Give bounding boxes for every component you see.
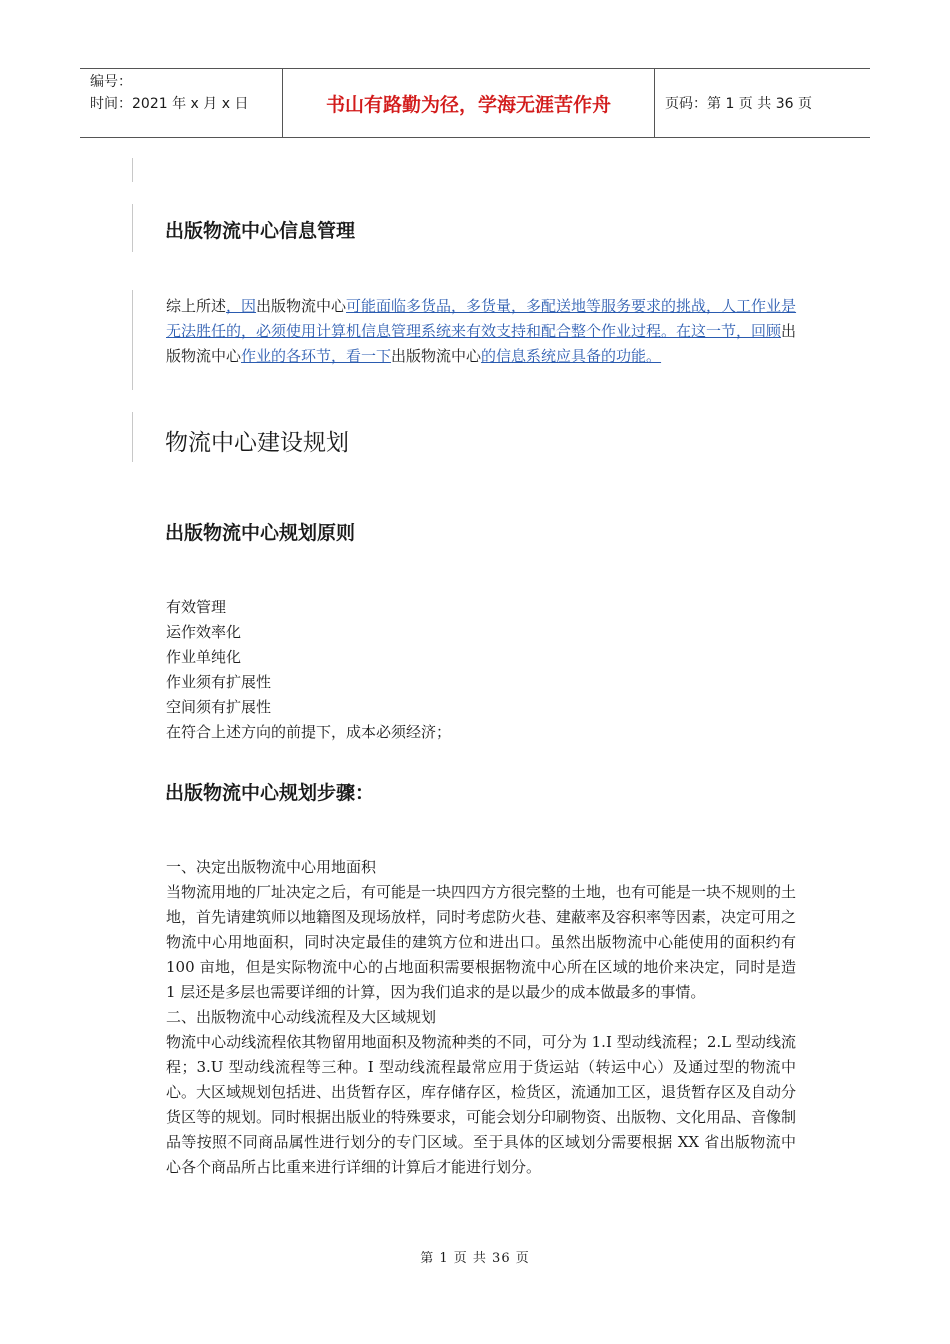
intro-link[interactable]: 可能面临多货品，多货量，多配送地等服务要求的挑战，人工作业是无法胜任的，必须使用计算机信息管理系统来有效支持和配合整个作业过程。在这一节，回顾 <box>166 297 797 340</box>
section-marker-bar <box>132 412 133 462</box>
header-meta <box>80 69 282 137</box>
step2-body: 物流中心动线流程依其物留用地面积及物流种类的不同，可分为 1.I 型动线流程；2.L 型动线流程；3.U 型动线流程等三种。I 型动线流程最常应用于货运站（转运中心）及通过型的物流中心。大区域规划包括进、出货暂存区，库存储存区，检货区，流通加工区，退货暂存区及自动分货区等的规划。同时根据出版业的特殊要求，可能会划分印刷物资、出版物、文化用品、音像制品等按照不同商品属性进行划分的专门区域。至于具体的区域划分需要根据 XX 省出版物流中心各个商品所占比重来进行详细的计算后才能进行划分。 <box>166 1033 797 1176</box>
intro-text: 出版物流中心 <box>166 322 797 365</box>
heading-principles: 出版物流中心规划原则 <box>165 522 356 544</box>
step1-body: 当物流用地的厂址决定之后，有可能是一块四四方方很完整的土地，也有可能是一块不规则的土地，首先请建筑师以地籍图及现场放样，同时考虑防火巷、建蔽率及容积率等因素，决定可用之物流中心用地面积，同时决定最佳的建筑方位和进出口。虽然出版物流中心能使用的面积约有 100 亩地，但是实际物流中心的占地面积需要根据物流中心所在区域的地价来决定，同时是造 1 层还是多层也需要详细的计算，因为我们追求的是以最少的成本做最多的事情。 <box>166 883 797 1001</box>
intro-link[interactable]: 作业的各环节，看一下 <box>241 347 392 365</box>
heading-construction-plan: 物流中心建设规划 <box>165 430 349 456</box>
document-header <box>80 68 870 138</box>
list-item: 运作效率化 <box>166 623 242 641</box>
intro-text: 综上所述 <box>166 297 227 315</box>
intro-paragraph <box>166 294 806 369</box>
step2-heading: 二、出版物流中心动线流程及大区域规划 <box>166 1008 437 1026</box>
intro-text: 出版物流中心 <box>391 347 482 365</box>
list-item: 作业单纯化 <box>166 648 242 666</box>
page-footer: 第 1 页 共 36 页 <box>420 1251 530 1266</box>
header-page-label: 页码：第 1 页 共 36 页 <box>665 96 812 112</box>
section-marker-bar <box>132 290 133 390</box>
steps-body <box>166 855 796 1180</box>
heading-steps: 出版物流中心规划步骤： <box>165 782 375 804</box>
list-item: 在符合上述方向的前提下，成本必须经济； <box>166 723 452 741</box>
section-marker-bar <box>132 204 133 252</box>
list-item: 作业须有扩展性 <box>166 673 272 691</box>
list-item: 有效管理 <box>166 598 227 616</box>
header-motto: 书山有路勤为径，学海无涯苦作舟 <box>282 69 655 137</box>
heading-info-management: 出版物流中心信息管理 <box>165 220 356 242</box>
step1-heading: 一、决定出版物流中心用地面积 <box>166 858 377 876</box>
intro-link[interactable]: 的信息系统应具备的功能。 <box>481 347 662 365</box>
number-label: 编号： <box>90 74 132 90</box>
intro-link[interactable]: ，因 <box>226 297 257 315</box>
time-label: 时间：2021 年 x 月 x 日 <box>90 96 249 112</box>
principles-list <box>166 595 451 745</box>
list-item: 空间须有扩展性 <box>166 698 272 716</box>
intro-text: 出版物流中心 <box>256 297 347 315</box>
section-marker-bar <box>132 158 133 182</box>
